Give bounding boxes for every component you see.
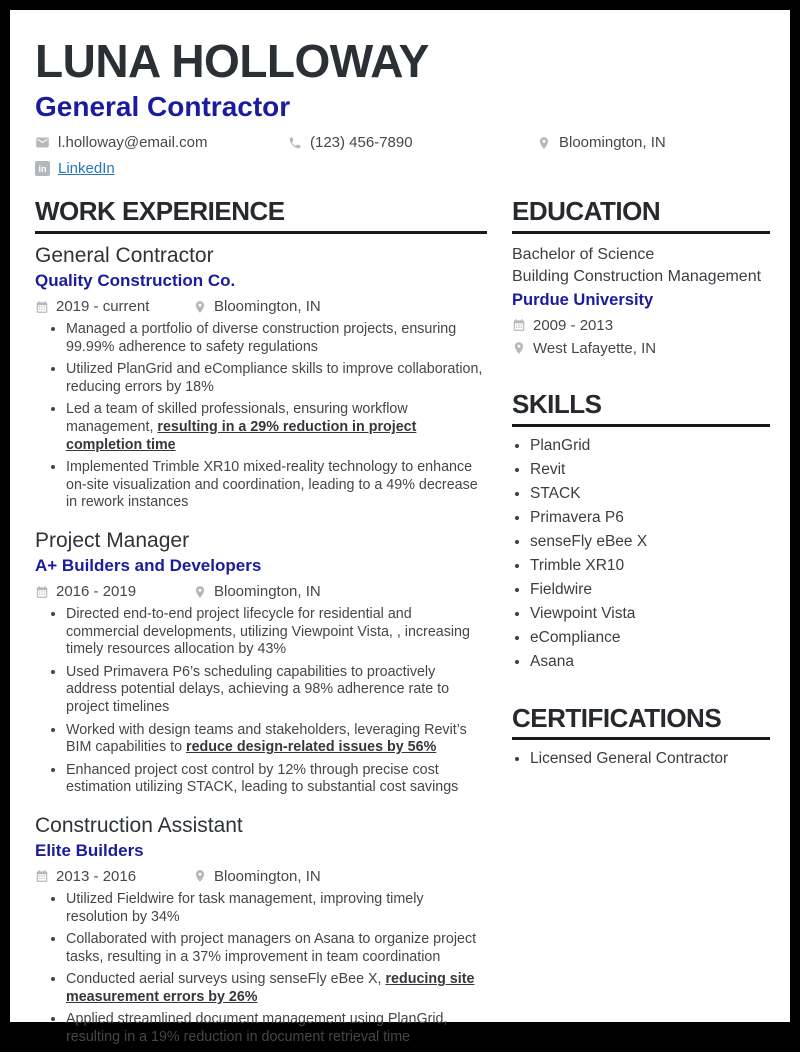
job-bullet: [66, 459, 487, 512]
certifications-list: [512, 750, 770, 768]
contact-row-linkedin: [35, 160, 766, 177]
job-dates-text: 2016 - 2019: [56, 583, 137, 601]
job-location-text: Bloomington, IN: [214, 298, 321, 316]
email-text: l.holloway@email.com: [58, 134, 208, 152]
work-experience-section: [35, 197, 487, 1051]
resume-columns: [35, 197, 766, 1051]
email-icon: [35, 135, 50, 150]
job-location: [193, 298, 321, 315]
job-dates-text: 2019 - current: [56, 298, 150, 316]
job-meta: [35, 868, 487, 885]
education-dates: [512, 317, 770, 334]
job-dates: [35, 298, 193, 315]
calendar-icon: [35, 869, 49, 883]
job-bullet: [66, 664, 487, 717]
phone-text: (123) 456-7890: [310, 134, 413, 152]
job-dates: [35, 583, 193, 600]
contact-linkedin: [35, 160, 115, 177]
location-pin-icon: [193, 585, 207, 599]
resume-header: [35, 35, 766, 178]
job-bullet: [66, 931, 487, 966]
bullet-text: Worked with design teams and stakeholders, leveraging Revit’s BIM capabilities to: [66, 721, 467, 756]
education-location-text: West Lafayette, IN: [533, 339, 657, 357]
bullet-highlight: reducing site measurement errors by 26%: [66, 971, 475, 1005]
calendar-icon: [512, 318, 526, 332]
job-bullets: [35, 891, 487, 1047]
skill-item: • Asana: [530, 653, 770, 671]
skill-item: • eCompliance: [530, 629, 770, 647]
linkedin-icon: in: [35, 161, 50, 176]
skills-list: [512, 437, 770, 671]
skill-item: • Trimble XR10: [530, 557, 770, 575]
certifications-section: [512, 704, 770, 769]
bullet-highlight: reduce design-related issues by 56%: [186, 739, 437, 756]
education-location: [512, 340, 770, 357]
contact-phone: [288, 134, 537, 151]
job-title: General Contractor: [35, 243, 214, 267]
certification-item: • Licensed General Contractor: [530, 750, 770, 768]
skill-item: • PlanGrid: [530, 437, 770, 455]
job-company: Quality Construction Co.: [35, 271, 236, 291]
education-school: Purdue University: [512, 290, 654, 309]
calendar-icon: [35, 300, 49, 314]
phone-icon: [288, 136, 302, 150]
job-dates: [35, 868, 193, 885]
calendar-icon: [35, 585, 49, 599]
job-location: [193, 583, 321, 600]
job-location-text: Bloomington, IN: [214, 867, 321, 885]
job-location: [193, 868, 321, 885]
job-dates-text: 2013 - 2016: [56, 867, 137, 885]
bullet-text: Conducted aerial surveys using senseFly eBee X,: [66, 971, 386, 988]
job-company: Elite Builders: [35, 840, 144, 860]
job-meta: [35, 583, 487, 600]
job-location-text: Bloomington, IN: [214, 583, 321, 601]
job-bullet: [66, 1011, 487, 1046]
job-bullets: [35, 321, 487, 512]
skills-heading: SKILLS: [512, 390, 770, 427]
bullet-text: Enhanced project cost control by 12% through precise cost estimation utilizing STACK, leading to substantial cost savings: [66, 761, 459, 796]
resume-page: [10, 10, 790, 1046]
skill-item: • senseFly eBee X: [530, 533, 770, 551]
job-bullet: [66, 971, 487, 1006]
skill-item: • Revit: [530, 461, 770, 479]
contact-row: [35, 134, 766, 151]
job-bullet: [66, 361, 487, 396]
education-section: [512, 197, 770, 357]
bullet-text: Applied streamlined document management using PlanGrid, resulting in a 19% reduction in document retrieval time: [66, 1011, 448, 1046]
skills-section: [512, 390, 770, 671]
skill-item: • STACK: [530, 485, 770, 503]
location-text: Bloomington, IN: [559, 134, 666, 152]
job-title: Project Manager: [35, 528, 190, 552]
location-pin-icon: [193, 869, 207, 883]
job-bullet: [66, 722, 487, 757]
certifications-heading: CERTIFICATIONS: [512, 704, 770, 741]
bullet-highlight: resulting in a 29% reduction in project completion time: [66, 419, 417, 453]
job-bullet: [66, 891, 487, 926]
job-entry: [35, 244, 487, 512]
bullet-text: Directed end-to-end project lifecycle for residential and commercial developments, utilizing Viewpoint Vista, , increasing timely resources allocation by 43%: [66, 606, 470, 658]
location-pin-icon: [193, 300, 207, 314]
job-bullet: [66, 401, 487, 454]
skill-item: • Viewpoint Vista: [530, 605, 770, 623]
bullet-text: Led a team of skilled professionals, ensuring workflow management,: [66, 401, 408, 436]
skill-item: • Fieldwire: [530, 581, 770, 599]
education-field: Building Construction Management: [512, 267, 762, 285]
bullet-text: Managed a portfolio of diverse construction projects, ensuring 99.99% adherence to safety regulations: [66, 321, 457, 355]
bullet-text: Collaborated with project managers on Asana to organize project tasks, resulting in a 37% improvement in team coordination: [66, 931, 477, 965]
bullet-text: Used Primavera P6’s scheduling capabilities to proactively address potential delays, achieving a 98% adherence rate to project timelines: [66, 663, 450, 715]
bullet-text: Utilized Fieldwire for task management, improving timely resolution by 34%: [66, 890, 424, 925]
location-pin-icon: [537, 136, 551, 150]
contact-email: [35, 134, 288, 151]
candidate-headline: General Contractor: [35, 91, 291, 122]
job-meta: [35, 298, 487, 315]
bullet-text: Implemented Trimble XR10 mixed-reality technology to enhance on-site visualization and coordination, leading to a 49% decrease in rework instances: [66, 459, 478, 511]
skill-item: • Primavera P6: [530, 509, 770, 527]
work-experience-heading: WORK EXPERIENCE: [35, 197, 487, 234]
resume-sidebar: [512, 197, 770, 1051]
job-bullet: [66, 762, 487, 797]
linkedin-link[interactable]: LinkedIn: [58, 160, 115, 178]
job-title: Construction Assistant: [35, 813, 243, 837]
job-bullet: [66, 321, 487, 356]
job-entry: [35, 814, 487, 1047]
education-heading: EDUCATION: [512, 197, 770, 234]
job-entry: [35, 529, 487, 797]
job-company: A+ Builders and Developers: [35, 556, 262, 576]
location-pin-icon: [512, 341, 526, 355]
education-dates-text: 2009 - 2013: [533, 316, 614, 334]
job-bullets: [35, 606, 487, 797]
bullet-text: Utilized PlanGrid and eCompliance skills to improve collaboration, reducing errors by 18%: [66, 361, 483, 395]
candidate-name: LUNA HOLLOWAY: [35, 35, 429, 87]
job-bullet: [66, 606, 487, 659]
contact-location: [537, 134, 666, 151]
education-degree: Bachelor of Science: [512, 245, 655, 263]
